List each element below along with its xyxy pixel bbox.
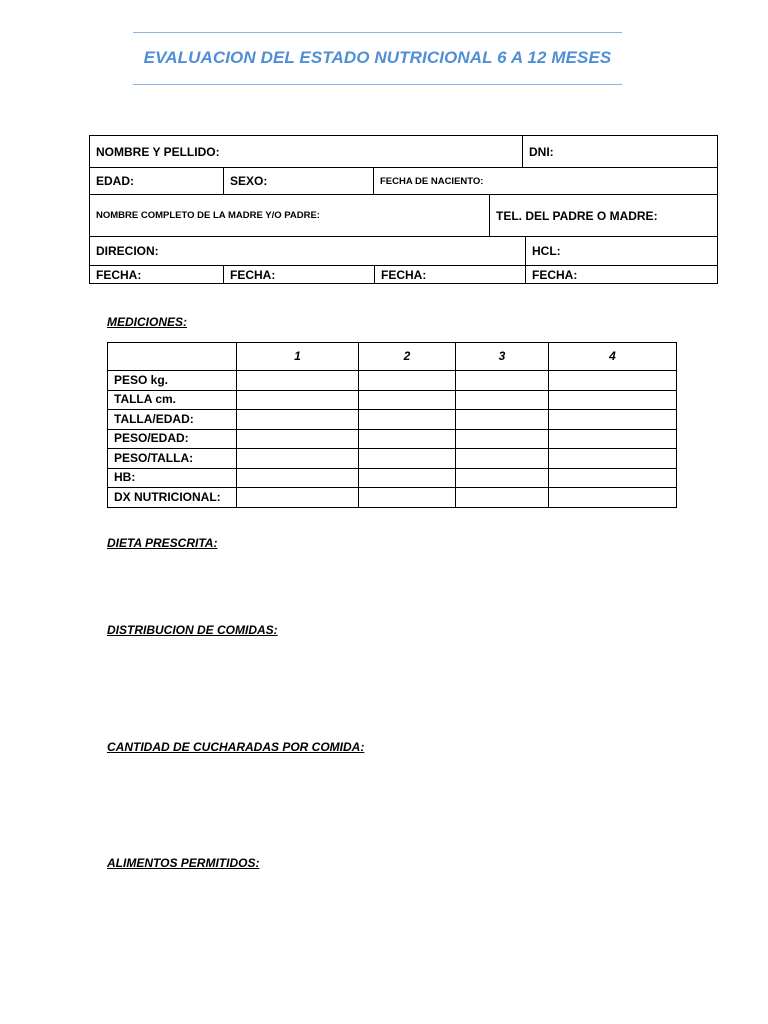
row-label-talla: TALLA cm. bbox=[108, 390, 237, 410]
mediciones-header-4: 4 bbox=[549, 343, 677, 371]
table-cell bbox=[237, 429, 359, 449]
mediciones-label: MEDICIONES: bbox=[107, 315, 188, 329]
table-cell bbox=[359, 410, 456, 430]
patient-info-table bbox=[89, 135, 718, 284]
table-cell bbox=[237, 449, 359, 469]
table-cell bbox=[456, 410, 549, 430]
table-row bbox=[108, 410, 677, 430]
table-cell bbox=[549, 390, 677, 410]
table-cell bbox=[359, 488, 456, 508]
alimentos-permitidos-label: ALIMENTOS PERMITIDOS: bbox=[107, 856, 260, 870]
row-label-hb: HB: bbox=[108, 468, 237, 488]
table-cell bbox=[359, 468, 456, 488]
row-label-dx-nutricional: DX NUTRICIONAL: bbox=[108, 488, 237, 508]
distribucion-comidas-label: DISTRIBUCION DE COMIDAS: bbox=[107, 623, 278, 637]
table-cell bbox=[456, 429, 549, 449]
table-row bbox=[108, 449, 677, 469]
info-row-edad bbox=[90, 168, 717, 195]
telefono-field: TEL. DEL PADRE O MADRE: bbox=[489, 195, 717, 236]
nombre-padres-field: NOMBRE COMPLETO DE LA MADRE Y/O PADRE: bbox=[96, 210, 320, 221]
table-cell bbox=[549, 429, 677, 449]
table-cell bbox=[549, 468, 677, 488]
direccion-field: DIRECION: bbox=[96, 244, 159, 258]
table-cell bbox=[359, 429, 456, 449]
table-row bbox=[108, 488, 677, 508]
row-label-talla-edad: TALLA/EDAD: bbox=[108, 410, 237, 430]
nombre-field: NOMBRE Y PELLIDO: bbox=[96, 144, 220, 159]
row-label-peso-edad: PESO/EDAD: bbox=[108, 429, 237, 449]
mediciones-table bbox=[107, 342, 677, 508]
mediciones-header-blank bbox=[108, 343, 237, 371]
table-cell bbox=[237, 390, 359, 410]
table-cell bbox=[456, 371, 549, 391]
info-row-nombre bbox=[90, 136, 717, 168]
table-cell bbox=[359, 371, 456, 391]
edad-field: EDAD: bbox=[96, 174, 134, 188]
info-row-direccion bbox=[90, 237, 717, 266]
table-cell bbox=[549, 371, 677, 391]
dieta-prescrita-label: DIETA PRESCRITA: bbox=[107, 536, 218, 550]
title-rule-bottom bbox=[133, 84, 622, 85]
title-rule-top bbox=[133, 32, 622, 33]
table-cell bbox=[359, 390, 456, 410]
table-cell bbox=[237, 371, 359, 391]
table-cell bbox=[456, 488, 549, 508]
table-cell bbox=[549, 410, 677, 430]
table-cell bbox=[456, 449, 549, 469]
table-row bbox=[108, 371, 677, 391]
table-row bbox=[108, 390, 677, 410]
table-cell bbox=[237, 410, 359, 430]
fecha-field-2: FECHA: bbox=[223, 266, 374, 284]
row-label-peso-talla: PESO/TALLA: bbox=[108, 449, 237, 469]
table-cell bbox=[456, 390, 549, 410]
table-cell bbox=[456, 468, 549, 488]
table-row bbox=[108, 429, 677, 449]
hcl-field: HCL: bbox=[525, 237, 717, 265]
fecha-field-1: FECHA: bbox=[96, 268, 142, 282]
table-cell bbox=[549, 488, 677, 508]
table-row bbox=[108, 468, 677, 488]
info-row-padres bbox=[90, 195, 717, 237]
mediciones-header-row bbox=[108, 343, 677, 371]
row-label-peso: PESO kg. bbox=[108, 371, 237, 391]
mediciones-header-1: 1 bbox=[237, 343, 359, 371]
fecha-nacimiento-field: FECHA DE NACIENTO: bbox=[373, 168, 717, 194]
document-title: EVALUACION DEL ESTADO NUTRICIONAL 6 A 12 MESES bbox=[143, 48, 612, 67]
cantidad-cucharadas-label: CANTIDAD DE CUCHARADAS POR COMIDA: bbox=[107, 740, 365, 754]
table-cell bbox=[359, 449, 456, 469]
table-cell bbox=[549, 449, 677, 469]
mediciones-header-2: 2 bbox=[359, 343, 456, 371]
sexo-field: SEXO: bbox=[223, 168, 373, 194]
fecha-field-4: FECHA: bbox=[525, 266, 717, 284]
fecha-field-3: FECHA: bbox=[374, 266, 525, 284]
dni-field: DNI: bbox=[522, 136, 717, 167]
table-cell bbox=[237, 468, 359, 488]
table-cell bbox=[237, 488, 359, 508]
info-row-fechas bbox=[90, 266, 717, 284]
mediciones-header-3: 3 bbox=[456, 343, 549, 371]
